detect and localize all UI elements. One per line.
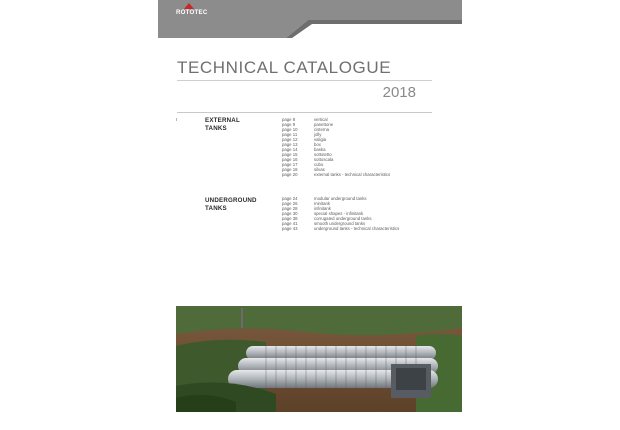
toc-page-number: page 14 — [282, 147, 298, 152]
header-band — [158, 0, 462, 38]
toc-entry — [282, 172, 452, 177]
toc-list-underground-tanks — [282, 196, 452, 231]
toc-entry-name: sottotetto — [314, 152, 332, 157]
toc-entry-name: corrugated underground tanks — [314, 216, 372, 221]
toc-entry-name: cubo — [314, 162, 324, 167]
toc-page-number: page 30 — [282, 211, 298, 216]
toc-entry-name: infinitank — [314, 206, 331, 211]
toc-page-number: page 8 — [282, 117, 296, 122]
toc-page-number: page 16 — [282, 157, 298, 162]
toc-entry-name: modular underground tanks — [314, 196, 367, 201]
toc-page-number: page 43 — [282, 226, 298, 231]
section-divider — [177, 112, 432, 113]
toc-entry-name: baska — [314, 147, 326, 152]
title-divider — [177, 80, 432, 81]
toc-page-number: page 12 — [282, 137, 298, 142]
page-title: TECHNICAL CATALOGUE — [177, 58, 392, 77]
section-title-line: UNDERGROUND — [205, 197, 257, 204]
toc-page-number: page 18 — [282, 167, 298, 172]
toc-entry-name: silvas — [314, 167, 325, 172]
brand-logo-text: ROTOTEC — [176, 9, 208, 16]
toc-entry-name: minitank — [314, 201, 331, 206]
section-title-underground-tanks — [205, 197, 257, 213]
toc-page-number: page 38 — [282, 216, 298, 221]
toc-entry-name: box — [314, 142, 321, 147]
toc-page-number: page 17 — [282, 162, 298, 167]
underground-tanks-photo — [176, 306, 462, 412]
section-title-external-tanks — [205, 117, 240, 133]
toc-entry-name: underground tanks - technical characteristics — [314, 226, 400, 231]
toc-list-external-tanks — [282, 117, 452, 177]
toc-entry-name: vertical — [314, 117, 328, 122]
toc-entry-name: jolly — [314, 132, 322, 137]
toc-page-number: page 24 — [282, 196, 298, 201]
toc-page-number: page 9 — [282, 122, 296, 127]
toc-entry-name: external tanks - technical characteristics — [314, 172, 391, 177]
toc-entry-name: valigia — [314, 137, 327, 142]
toc-entry-name: cisterna — [314, 127, 330, 132]
toc-page-number: page 15 — [282, 152, 298, 157]
toc-entry-name: panettone — [314, 122, 334, 127]
catalogue-year: 2018 — [382, 84, 416, 101]
section-title-line: EXTERNAL — [205, 117, 240, 124]
toc-page-number: page 11 — [282, 132, 298, 137]
toc-entry-name: smooth underground tanks — [314, 221, 366, 226]
toc-page-number: page 13 — [282, 142, 298, 147]
toc-page-number: page 26 — [282, 201, 298, 206]
toc-page-number: page 28 — [282, 206, 298, 211]
toc-page-number: page 41 — [282, 221, 298, 226]
section-number: I — [176, 117, 178, 122]
section-title-line: TANKS — [205, 205, 227, 212]
toc-entry — [282, 226, 452, 231]
toc-page-number: page 10 — [282, 127, 298, 132]
toc-entry-name: sottoscala — [314, 157, 334, 162]
catalogue-page — [158, 0, 462, 412]
toc-entry-name: special shapes - infinitank — [314, 211, 364, 216]
toc-page-number: page 20 — [282, 172, 298, 177]
section-title-line: TANKS — [205, 125, 227, 132]
